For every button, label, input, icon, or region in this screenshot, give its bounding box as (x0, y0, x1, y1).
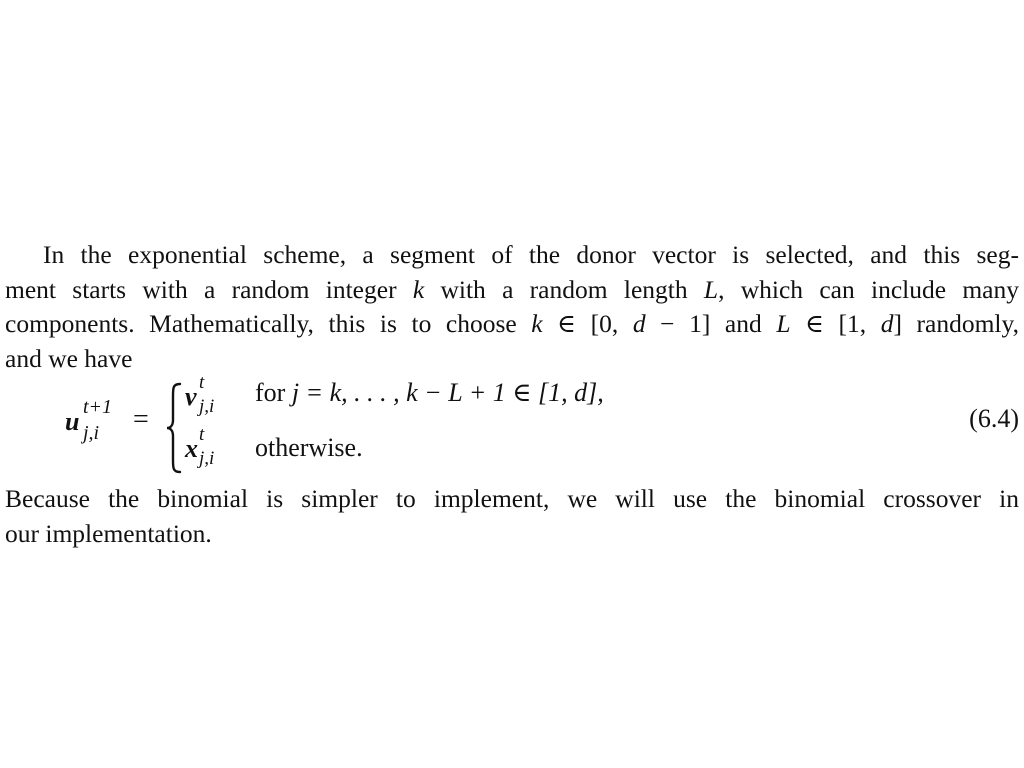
document-page (5, 238, 1019, 551)
math-variable-k: k (531, 309, 543, 338)
math-variable-k: k (412, 274, 425, 304)
subscript: j,i (83, 422, 100, 444)
case1-variable (185, 372, 215, 417)
text-segment: Because the binomial is simpler to implement, we will use the binomial crossover in (5, 484, 1019, 513)
case2-condition: otherwise. (255, 433, 363, 462)
text-segment: In the exponential scheme, a segment of the donor vector is selected, and this seg- (43, 240, 1019, 269)
text-line (5, 273, 1019, 308)
math-variable-d: d (880, 309, 894, 338)
equation-lhs (65, 396, 113, 444)
equation-6-4 (5, 372, 1019, 482)
paragraph-binomial (5, 482, 1019, 551)
text-line (5, 482, 1019, 517)
left-brace-icon (165, 382, 183, 474)
math-symbol-x: x (185, 434, 198, 463)
math-variable-l: L (703, 274, 719, 304)
math-variable-d: d (632, 309, 646, 338)
text-line (5, 307, 1019, 342)
subscript: j,i (199, 396, 215, 417)
case1-condition (255, 378, 604, 408)
text-segment: for (255, 378, 292, 407)
text-line (5, 342, 1019, 377)
text-segment: components. Mathematically, this is to choose (5, 309, 532, 338)
text-segment: and we have (5, 343, 133, 373)
math-segment: ∈ [0, (542, 309, 633, 338)
equation-number: (6.4) (969, 404, 1019, 433)
math-variable-l: L (776, 309, 791, 338)
superscript: t (199, 372, 205, 393)
text-segment: ment starts with a random integer (5, 274, 413, 304)
math-segment: ∈ [1, (790, 309, 881, 338)
subscript: j,i (199, 448, 215, 469)
text-segment: ] randomly, (893, 309, 1019, 338)
superscript: t (199, 424, 205, 445)
math-symbol-u: u (65, 407, 80, 436)
paragraph-exponential-scheme (5, 238, 1019, 376)
text-segment: our implementation. (5, 518, 212, 548)
math-symbol-v: v (185, 382, 197, 411)
math-segment: − 1] and (645, 309, 777, 338)
text-line (5, 517, 1019, 552)
equals-sign: = (133, 404, 149, 435)
text-segment: , which can include many (718, 274, 1019, 304)
math-segment: j = k, . . . , k − L + 1 ∈ [1, d], (291, 378, 604, 407)
case2-variable (185, 424, 215, 469)
text-segment: with a random length (424, 274, 704, 304)
text-line (5, 238, 1019, 273)
superscript: t+1 (83, 396, 113, 418)
